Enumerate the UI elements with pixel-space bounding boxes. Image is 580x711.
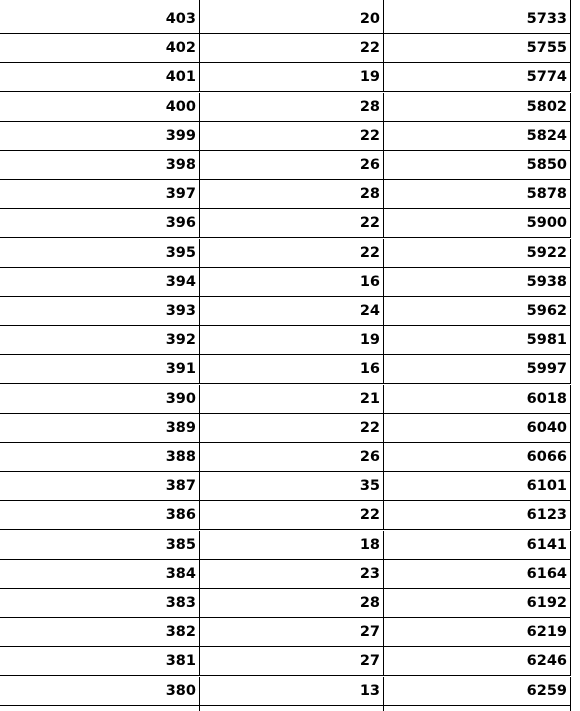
cell-col-1[interactable]: 385: [0, 531, 200, 560]
cell-col-1[interactable]: 403: [0, 5, 200, 34]
table-row: [0, 268, 580, 297]
cell-col-3[interactable]: 5900: [384, 209, 571, 238]
cell-col-2[interactable]: 28: [200, 589, 384, 618]
cell-col-1[interactable]: 388: [0, 443, 200, 472]
cell-col-3[interactable]: 6259: [384, 677, 571, 706]
table-row: [0, 414, 580, 443]
column-divider: [383, 706, 384, 711]
cell-col-2[interactable]: 20: [200, 5, 384, 34]
cell-col-1[interactable]: 396: [0, 209, 200, 238]
cell-col-2[interactable]: 24: [200, 297, 384, 326]
cell-col-3[interactable]: 5774: [384, 63, 571, 92]
cell-col-3[interactable]: 5733: [384, 5, 571, 34]
cell-col-1[interactable]: 399: [0, 122, 200, 151]
table-row: [0, 560, 580, 589]
cell-col-1[interactable]: 380: [0, 677, 200, 706]
cell-col-2[interactable]: 27: [200, 618, 384, 647]
cell-col-3[interactable]: 5755: [384, 34, 571, 63]
cell-col-1[interactable]: 384: [0, 560, 200, 589]
cell-col-2[interactable]: 22: [200, 122, 384, 151]
table-row: [0, 647, 580, 676]
cell-col-2[interactable]: 18: [200, 531, 384, 560]
cell-col-1[interactable]: 392: [0, 326, 200, 355]
cell-col-2[interactable]: 27: [200, 647, 384, 676]
cell-col-1[interactable]: 391: [0, 355, 200, 384]
cell-col-3[interactable]: 6192: [384, 589, 571, 618]
cell-col-1[interactable]: 387: [0, 472, 200, 501]
table-row: [0, 34, 580, 63]
cell-col-2[interactable]: 16: [200, 355, 384, 384]
cell-col-2[interactable]: 26: [200, 151, 384, 180]
cell-col-3[interactable]: 5850: [384, 151, 571, 180]
table-row: [0, 589, 580, 618]
cell-col-3[interactable]: 5981: [384, 326, 571, 355]
cell-col-1[interactable]: 381: [0, 647, 200, 676]
cell-col-2[interactable]: 22: [200, 209, 384, 238]
table-row: [0, 122, 580, 151]
cell-col-3[interactable]: 6164: [384, 560, 571, 589]
table-bottom-edge: [0, 706, 571, 711]
table-row: [0, 443, 580, 472]
cell-col-2[interactable]: 19: [200, 326, 384, 355]
cell-col-1[interactable]: 390: [0, 385, 200, 414]
cell-col-3[interactable]: 5824: [384, 122, 571, 151]
cell-col-2[interactable]: 28: [200, 93, 384, 122]
cell-col-1[interactable]: 402: [0, 34, 200, 63]
table-row: [0, 472, 580, 501]
cell-col-2[interactable]: 22: [200, 414, 384, 443]
column-divider: [199, 706, 200, 711]
table-row: [0, 93, 580, 122]
cell-col-1[interactable]: 386: [0, 501, 200, 530]
table-row: [0, 618, 580, 647]
cell-col-2[interactable]: 28: [200, 180, 384, 209]
column-divider: [570, 706, 571, 711]
table-row: [0, 326, 580, 355]
table-row: [0, 63, 580, 92]
cell-col-3[interactable]: 5997: [384, 355, 571, 384]
cell-col-2[interactable]: 23: [200, 560, 384, 589]
cell-col-3[interactable]: 6141: [384, 531, 571, 560]
cell-col-1[interactable]: 398: [0, 151, 200, 180]
table-row: [0, 239, 580, 268]
table-row: [0, 531, 580, 560]
cell-col-3[interactable]: 6066: [384, 443, 571, 472]
cell-col-2[interactable]: 22: [200, 239, 384, 268]
table-row: [0, 677, 580, 706]
cell-col-3[interactable]: 6246: [384, 647, 571, 676]
cell-col-2[interactable]: 22: [200, 34, 384, 63]
cell-col-1[interactable]: 394: [0, 268, 200, 297]
cell-col-3[interactable]: 5802: [384, 93, 571, 122]
table-row: [0, 385, 580, 414]
cell-col-2[interactable]: 21: [200, 385, 384, 414]
cell-col-1[interactable]: 401: [0, 63, 200, 92]
table-row: [0, 501, 580, 530]
cell-col-2[interactable]: 13: [200, 677, 384, 706]
cell-col-3[interactable]: 6040: [384, 414, 571, 443]
cell-col-2[interactable]: 19: [200, 63, 384, 92]
cell-col-3[interactable]: 5938: [384, 268, 571, 297]
table-row: [0, 151, 580, 180]
cell-col-2[interactable]: 26: [200, 443, 384, 472]
cell-col-2[interactable]: 35: [200, 472, 384, 501]
cell-col-3[interactable]: 5962: [384, 297, 571, 326]
cell-col-1[interactable]: 389: [0, 414, 200, 443]
cell-col-2[interactable]: 16: [200, 268, 384, 297]
cell-col-1[interactable]: 382: [0, 618, 200, 647]
cell-col-3[interactable]: 6018: [384, 385, 571, 414]
cell-col-3[interactable]: 5878: [384, 180, 571, 209]
cell-col-1[interactable]: 393: [0, 297, 200, 326]
table-row: [0, 355, 580, 384]
cell-col-1[interactable]: 383: [0, 589, 200, 618]
cell-col-1[interactable]: 395: [0, 239, 200, 268]
cell-col-1[interactable]: 397: [0, 180, 200, 209]
cell-col-3[interactable]: 6123: [384, 501, 571, 530]
cell-col-1[interactable]: 400: [0, 93, 200, 122]
table-row: [0, 5, 580, 34]
table-row: [0, 209, 580, 238]
cell-col-2[interactable]: 22: [200, 501, 384, 530]
table-row: [0, 180, 580, 209]
cell-col-3[interactable]: 6101: [384, 472, 571, 501]
table-row: [0, 297, 580, 326]
cell-col-3[interactable]: 5922: [384, 239, 571, 268]
cell-col-3[interactable]: 6219: [384, 618, 571, 647]
